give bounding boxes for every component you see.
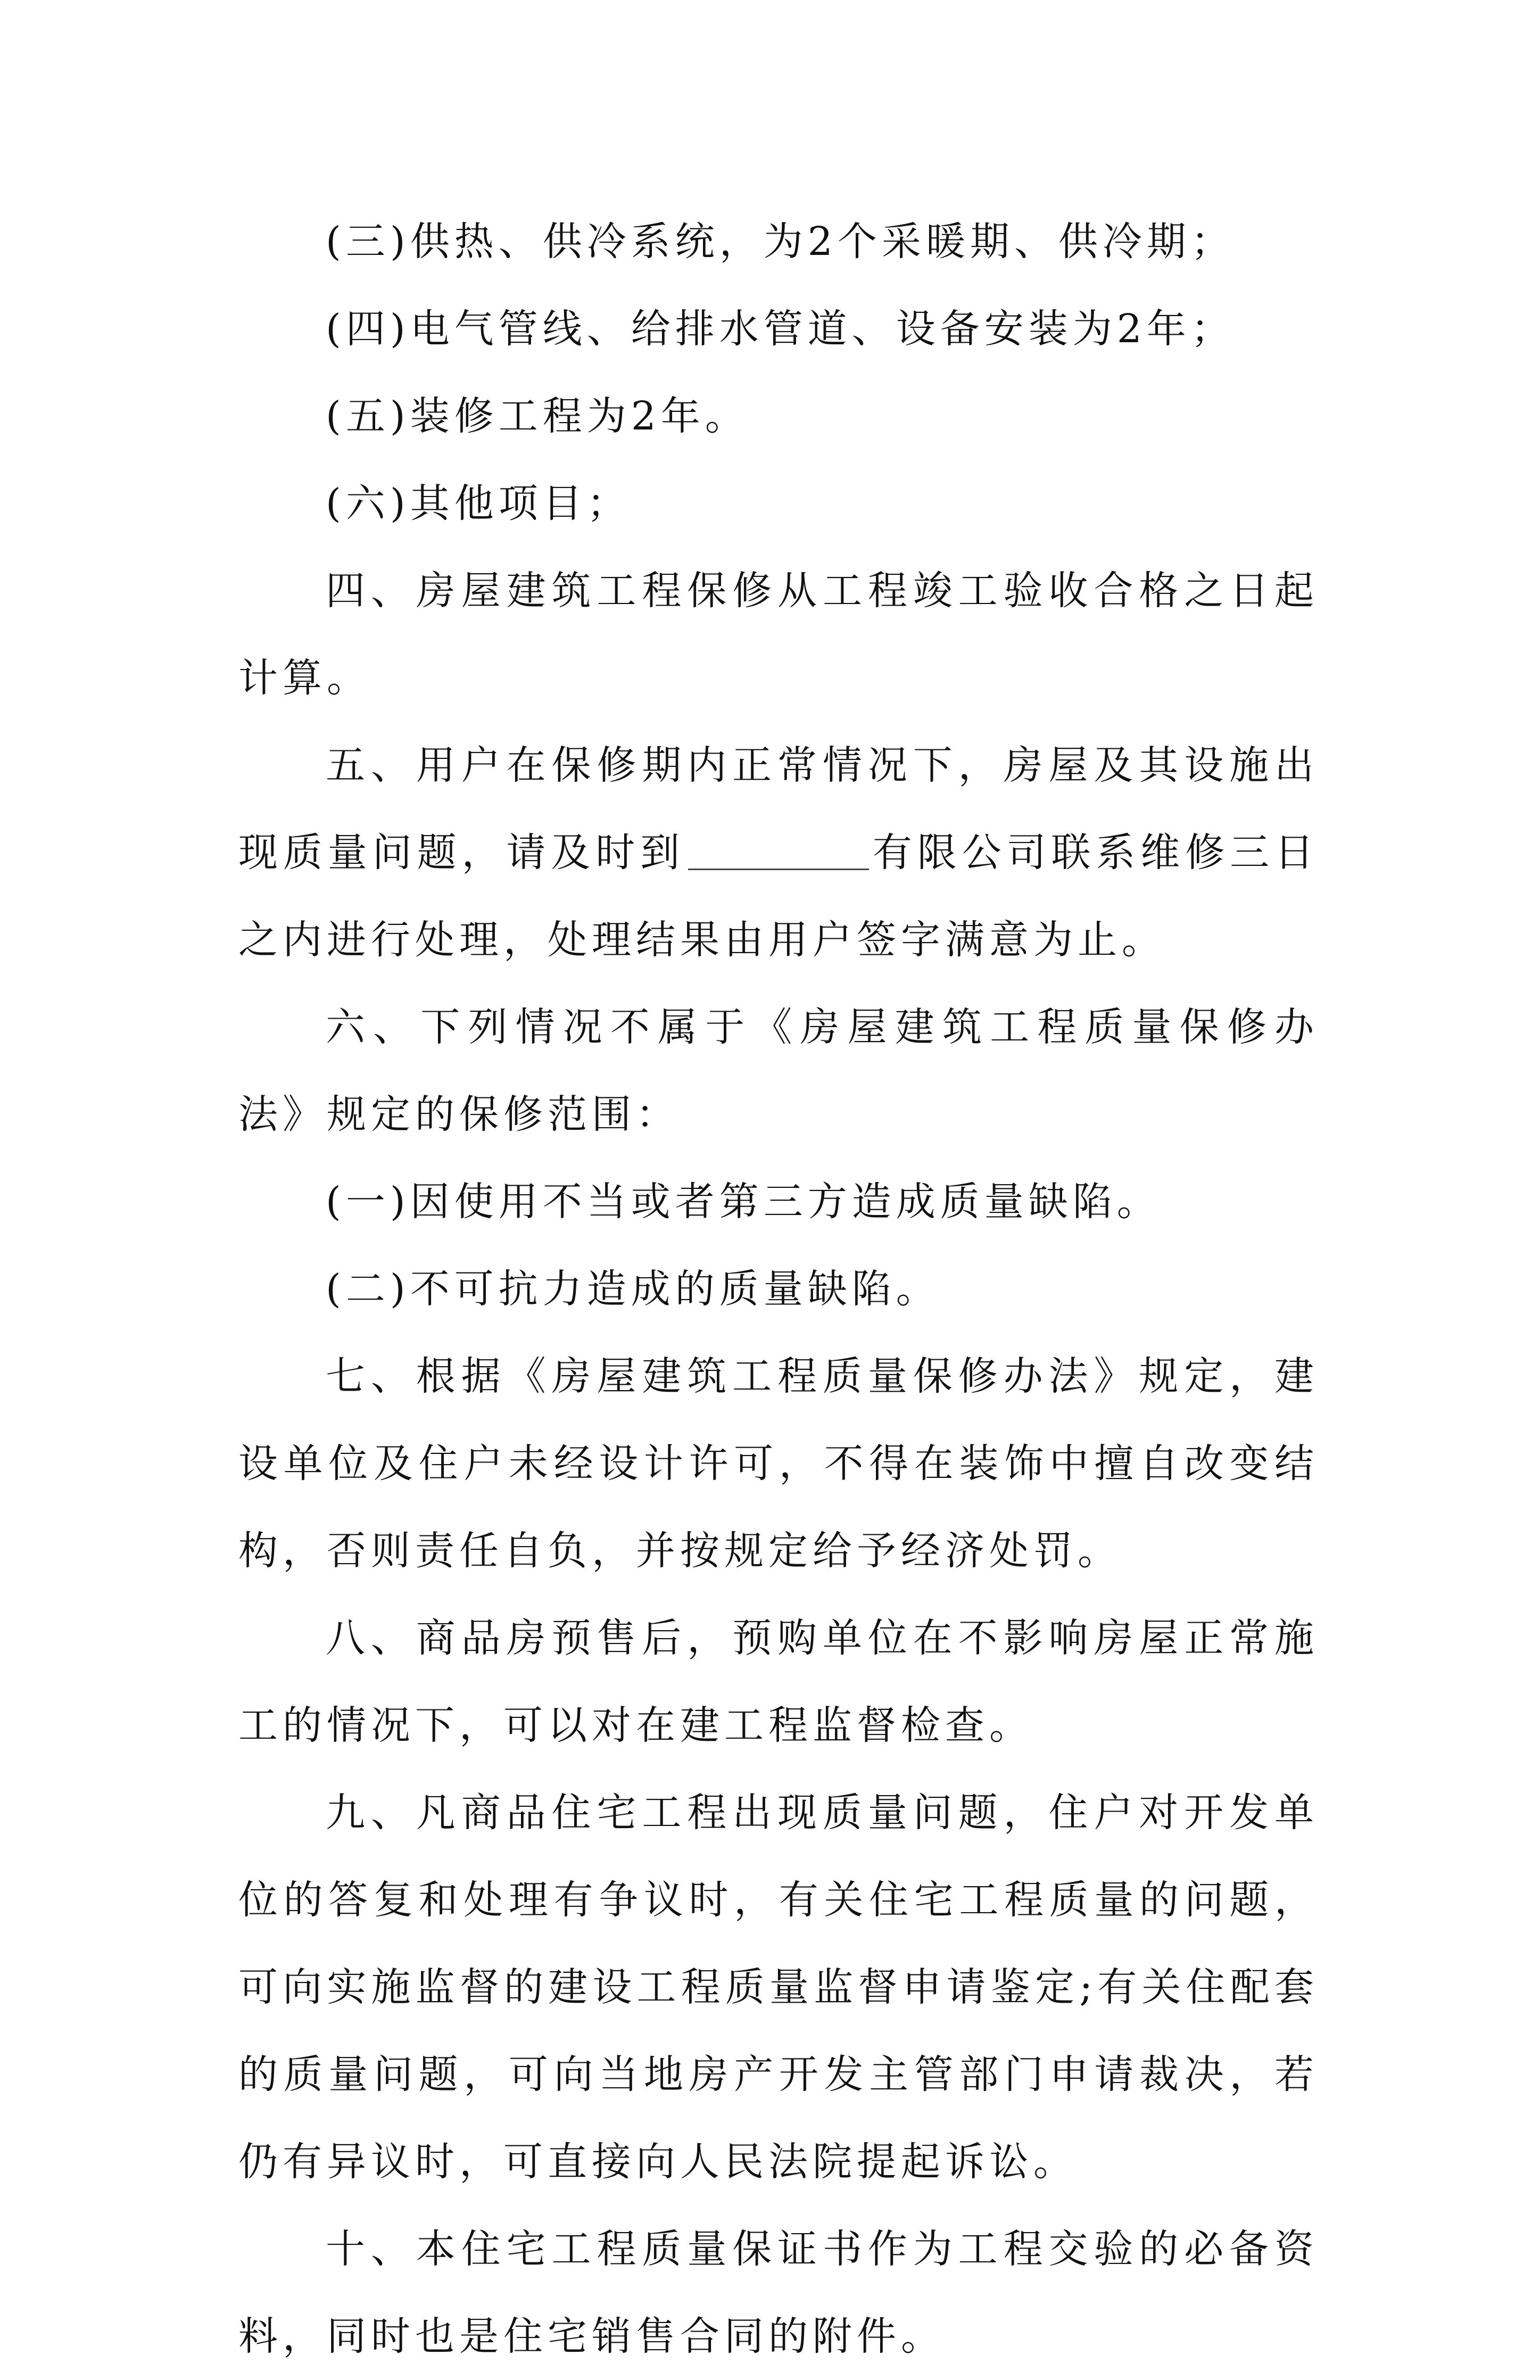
paragraph-presale-inspection: 八、商品房预售后，预购单位在不影响房屋正常施工的情况下，可以对在建工程监督检查。 — [238, 1615, 1319, 1748]
repair-contact-text-before: 五、用户在保修期内正常情况下，房屋及其设施出现质量问题，请及时到 — [238, 742, 1319, 875]
paragraph-repair-contact — [238, 722, 1319, 984]
company-name-blank — [688, 829, 869, 870]
paragraph-warranty-start: 四、房屋建筑工程保修从工程竣工验收合格之日起计算。 — [238, 568, 1319, 701]
paragraph-improper-use: (一)因使用不当或者第三方造成质量缺陷。 — [326, 1179, 1161, 1225]
paragraph-electrical-plumbing: (四)电气管线、给排水管道、设备安装为2年； — [326, 306, 1235, 352]
paragraph-certificate-attachment: 十、本住宅工程质量保证书作为工程交验的必备资料，同时也是住宅销售合同的附件。 — [238, 2226, 1319, 2359]
paragraph-decoration: (五)装修工程为2年。 — [326, 393, 749, 439]
paragraph-force-majeure: (二)不可抗力造成的质量缺陷。 — [326, 1266, 940, 1312]
paragraph-other-items: (六)其他项目； — [326, 481, 631, 526]
paragraph-heating-cooling: (三)供热、供冷系统，为2个采暖期、供冷期； — [326, 219, 1235, 265]
paragraph-dispute-resolution: 九、凡商品住宅工程出现质量问题，住户对开发单位的答复和处理有争议时，有关住宅工程质量的问题，可向实施监督的建设工程质量监督申请鉴定;有关住配套的质量问题，可向当地房产开发主管部门申请裁决，若仍有异议时，可直接向人民法院提起诉讼。 — [238, 1790, 1319, 2185]
document-body — [238, 198, 1319, 2380]
paragraph-structure-changes: 七、根据《房屋建筑工程质量保修办法》规定，建设单位及住户未经设计许可，不得在装饰中擅自改变结构，否则责任自负，并按规定给予经济处罚。 — [238, 1353, 1319, 1574]
repair-contact-text-after: 有限公司联系维修三日之内进行处理，处理结果由用户签字满意为止。 — [238, 830, 1319, 963]
paragraph-exclusions-heading: 六、下列情况不属于《房屋建筑工程质量保修办法》规定的保修范围： — [238, 1004, 1319, 1137]
